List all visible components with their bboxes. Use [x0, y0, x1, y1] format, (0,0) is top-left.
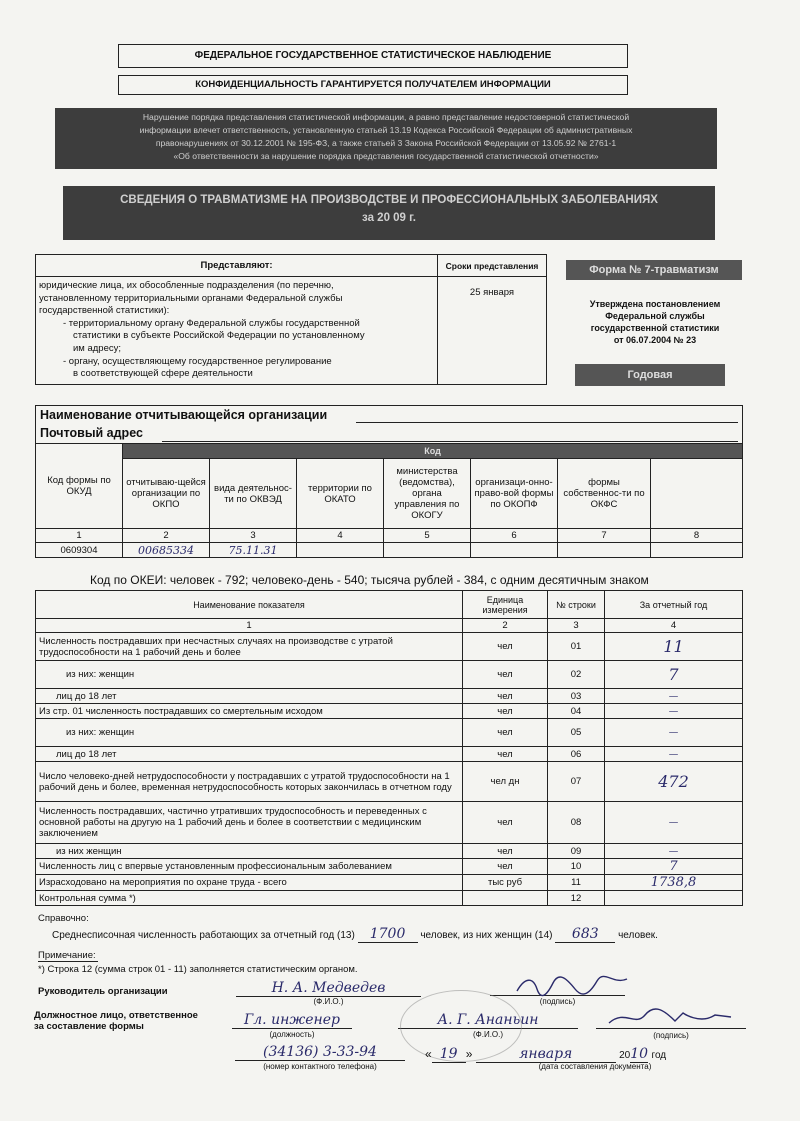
- okopf-value: [471, 543, 558, 558]
- indicator-unit: чел: [463, 719, 548, 747]
- date-year-prefix: 20: [619, 1050, 631, 1061]
- warning-line: «Об ответственности за нарушение порядка представления государственной статистической отчетности»: [173, 151, 599, 161]
- submitters-line: - территориальному органу Федеральной службы государственной: [63, 317, 360, 329]
- indicator-value: 1738,8: [605, 875, 743, 891]
- approval-line: государственной статистики: [590, 323, 720, 333]
- reporting-year-header: За отчетный год: [605, 591, 743, 619]
- approval-line: Утверждена постановлением: [589, 299, 721, 309]
- okogu-value: [384, 543, 471, 558]
- indicator-unit: чел: [463, 747, 548, 762]
- official-label-line-2: за составление формы: [34, 1021, 144, 1032]
- position-caption: (должность): [269, 1030, 315, 1039]
- submitters-header: Представляют:: [36, 255, 438, 277]
- federal-observation-title: ФЕДЕРАЛЬНОЕ ГОСУДАРСТВЕННОЕ СТАТИСТИЧЕСКОЕ НАБЛЮДЕНИЕ: [118, 44, 628, 68]
- table-row: [36, 762, 743, 802]
- reference-line: [52, 926, 658, 943]
- table-row: [36, 844, 743, 859]
- okud-header: Код формы по ОКУД: [36, 444, 123, 529]
- phone-caption: (номер контактного телефона): [263, 1062, 377, 1071]
- indicator-unit: чел: [463, 802, 548, 844]
- official-fio-caption: (Ф.И.О.): [472, 1030, 504, 1039]
- okfs-header: формы собственнос-ти по ОКФС: [558, 459, 651, 529]
- indicator-line: 09: [548, 844, 605, 859]
- approval-line: Федеральной службы: [605, 311, 705, 321]
- approval-block: [560, 298, 750, 346]
- submitters-line: - органу, осуществляющему государственное регулирование: [63, 355, 332, 367]
- okved-header: вида деятельнос-ти по ОКВЭД: [210, 459, 297, 529]
- table-row: [36, 875, 743, 891]
- indicator-line: 05: [548, 719, 605, 747]
- indicator-line: 01: [548, 633, 605, 661]
- unit-header: Единица измерения: [463, 591, 548, 619]
- indicator-line: 10: [548, 859, 605, 875]
- date-caption: (дата составления документа): [538, 1062, 652, 1071]
- indicator-unit: чел дн: [463, 762, 548, 802]
- org-name-label: Наименование отчитывающейся организации: [40, 408, 328, 422]
- submitters-line: юридические лица, их обособленные подразделения (по перечню,: [39, 280, 334, 291]
- indicator-name: Численность пострадавших при несчастных случаях на производстве с утратой трудоспособности на 1 рабочий день и более: [36, 633, 463, 661]
- indicator-unit: чел: [463, 859, 548, 875]
- reference-label: Справочно:: [38, 913, 89, 924]
- submitters-table: [35, 254, 547, 385]
- deadline-header: Сроки представления: [438, 255, 547, 277]
- note-label: Примечание:: [38, 950, 96, 961]
- indicator-unit: чел: [463, 661, 548, 689]
- indicator-name-header: Наименование показателя: [36, 591, 463, 619]
- contact-phone: (34136) 3-33-94: [235, 1044, 405, 1061]
- okogu-header: министерства (ведомства), органа управления по ОКОГУ: [384, 459, 471, 529]
- indicator-name: Число человеко-дней нетрудоспособности у пострадавших с утратой трудоспособности на 1 рабочий день и более, временная нетрудоспособность которых закончилась в отчетном году: [36, 762, 463, 802]
- official-label-line-1: Должностное лицо, ответственное: [34, 1010, 198, 1021]
- approval-line: от 06.07.2004 № 23: [613, 335, 697, 345]
- avg-headcount-value: 1700: [358, 926, 418, 943]
- indicator-unit: чел: [463, 689, 548, 704]
- women-count-value: 683: [555, 926, 615, 943]
- sign-caption: (подпись): [539, 997, 576, 1006]
- okud-value: 0609304: [36, 543, 123, 558]
- indicator-value: [605, 891, 743, 906]
- indicator-value: —: [605, 689, 743, 704]
- table-row: [36, 633, 743, 661]
- date-month: января: [476, 1046, 616, 1063]
- okato-value: [297, 543, 384, 558]
- report-title: СВЕДЕНИЯ О ТРАВМАТИЗМЕ НА ПРОИЗВОДСТВЕ И ПРОФЕССИОНАЛЬНЫХ ЗАБОЛЕВАНИЯХ: [120, 194, 658, 206]
- indicator-name: Численность пострадавших, частично утративших трудоспособность и переведенных с основной работы на другую на 1 рабочий день и более в соответствии с медицинским заключением: [36, 802, 463, 844]
- note-text: *) Строка 12 (сумма строк 01 - 11) заполняется статистическим органом.: [38, 964, 358, 975]
- indicator-unit: чел: [463, 704, 548, 719]
- submitters-line: статистики в субъекте Российской Федерации по установленному: [73, 330, 365, 342]
- indicator-unit: тыс руб: [463, 875, 548, 891]
- reference-text-3: человек.: [618, 930, 658, 941]
- table-row: [36, 719, 743, 747]
- indicator-value: 11: [605, 633, 743, 661]
- col-num: 1: [36, 619, 463, 633]
- submitters-line: государственной статистики):: [39, 305, 170, 317]
- table-row: [36, 859, 743, 875]
- confidential-notice: КОНФИДЕНЦИАЛЬНОСТЬ ГАРАНТИРУЕТСЯ ПОЛУЧАТЕЛЕМ ИНФОРМАЦИИ: [118, 75, 628, 95]
- indicator-value: 7: [605, 661, 743, 689]
- code-num: 4: [297, 529, 384, 543]
- official-position: Гл. инженер: [232, 1012, 352, 1029]
- submitters-line: установленному территориальными органами Федеральной службы: [39, 292, 343, 304]
- code-num: 6: [471, 529, 558, 543]
- indicator-name: из них женщин: [36, 844, 463, 859]
- col-num: 3: [548, 619, 605, 633]
- indicator-value: —: [605, 844, 743, 859]
- indicator-unit: чел: [463, 844, 548, 859]
- warning-line: информации влечет ответственность, установленную статьей 13.19 Кодекса Российской Федерации об административных: [139, 125, 633, 135]
- col8-value: [651, 543, 743, 558]
- indicator-name: из них: женщин: [36, 661, 463, 689]
- date-year-suffix: 10: [630, 1046, 649, 1062]
- indicator-name: лиц до 18 лет: [36, 747, 463, 762]
- code-num: 1: [36, 529, 123, 543]
- indicator-value: —: [605, 802, 743, 844]
- indicator-line: 11: [548, 875, 605, 891]
- okpo-value: 00685334: [123, 543, 210, 558]
- okato-header: территории по ОКАТО: [297, 459, 384, 529]
- indicator-name: Израсходовано на мероприятия по охране труда - всего: [36, 875, 463, 891]
- date-day: 19: [432, 1046, 466, 1063]
- okopf-header: организаци-онно-право-вой формы по ОКОПФ: [471, 459, 558, 529]
- report-title-block: [63, 186, 715, 240]
- warning-line: правонарушениях от 30.12.2001 № 195-ФЗ, а также статьей 3 Закона Российской Федерации от 13.05.92 № 2761-1: [155, 138, 617, 148]
- indicator-value: —: [605, 704, 743, 719]
- official-signature: [605, 1005, 735, 1029]
- reference-text-1: Среднесписочная численность работающих за отчетный год (13): [52, 930, 355, 941]
- indicator-name: Из стр. 01 численность пострадавших со смертельным исходом: [36, 704, 463, 719]
- indicator-name: Численность лиц с впервые установленным профессиональным заболеванием: [36, 859, 463, 875]
- col-num: 2: [463, 619, 548, 633]
- submitters-line: в соответствующей сфере деятельности: [73, 368, 253, 380]
- okei-line: Код по ОКЕИ: человек - 792; человеко-день - 540; тысяча рублей - 384, с одним десятичным знаком: [90, 573, 649, 587]
- okfs-value: [558, 543, 651, 558]
- report-period: Годовая: [575, 364, 725, 386]
- indicator-line: 12: [548, 891, 605, 906]
- head-label: Руководитель организации: [38, 986, 168, 997]
- indicator-unit: чел: [463, 633, 548, 661]
- warning-block: [55, 108, 717, 169]
- reference-text-2: человек, из них женщин (14): [420, 930, 553, 941]
- table-row: [36, 704, 743, 719]
- table-row: [36, 891, 743, 906]
- official-name: А. Г. Ананьин: [398, 1012, 578, 1029]
- table-row: [36, 661, 743, 689]
- indicator-line: 08: [548, 802, 605, 844]
- indicator-line: 06: [548, 747, 605, 762]
- submitters-line: им адресу;: [73, 342, 122, 354]
- indicators-table: [35, 590, 743, 906]
- indicator-name: из них: женщин: [36, 719, 463, 747]
- indicator-value: 472: [605, 762, 743, 802]
- table-row: [36, 747, 743, 762]
- indicator-line: 04: [548, 704, 605, 719]
- col8-header: [651, 459, 743, 529]
- indicator-unit: [463, 891, 548, 906]
- code-num: 8: [651, 529, 743, 543]
- table-row: [36, 802, 743, 844]
- warning-line: Нарушение порядка представления статистической информации, а равно представление недостоверной статистической: [142, 112, 630, 122]
- line-number-header: № строки: [548, 591, 605, 619]
- indicator-value: —: [605, 719, 743, 747]
- code-num: 3: [210, 529, 297, 543]
- indicator-line: 03: [548, 689, 605, 704]
- fio-caption: (Ф.И.О.): [313, 997, 344, 1006]
- okved-value: 75.11.31: [210, 543, 297, 558]
- indicator-line: 07: [548, 762, 605, 802]
- doc-date: « 19 » января 2010 год: [425, 1046, 667, 1062]
- official-sign-caption: (подпись): [653, 1031, 689, 1040]
- org-block: [35, 405, 743, 444]
- indicator-value: 7: [605, 859, 743, 875]
- indicator-line: 02: [548, 661, 605, 689]
- postal-address-label: Почтовый адрес: [40, 426, 143, 440]
- code-num: 7: [558, 529, 651, 543]
- head-signature: [515, 975, 630, 997]
- table-row: [36, 689, 743, 704]
- report-year: за 20 09 г.: [362, 212, 416, 224]
- col-num: 4: [605, 619, 743, 633]
- head-name: Н. А. Медведев: [236, 980, 421, 997]
- code-num: 5: [384, 529, 471, 543]
- indicator-name: Контрольная сумма *): [36, 891, 463, 906]
- date-year-word: год: [651, 1050, 667, 1061]
- deadline-value: 25 января: [438, 277, 547, 385]
- form-number: Форма № 7-травматизм: [566, 260, 742, 280]
- indicator-value: —: [605, 747, 743, 762]
- codes-table: [35, 443, 743, 558]
- code-header: Код: [123, 444, 743, 459]
- okpo-header: отчитываю-щейся организации по ОКПО: [123, 459, 210, 529]
- official-label: [34, 1010, 198, 1032]
- indicator-name: лиц до 18 лет: [36, 689, 463, 704]
- code-num: 2: [123, 529, 210, 543]
